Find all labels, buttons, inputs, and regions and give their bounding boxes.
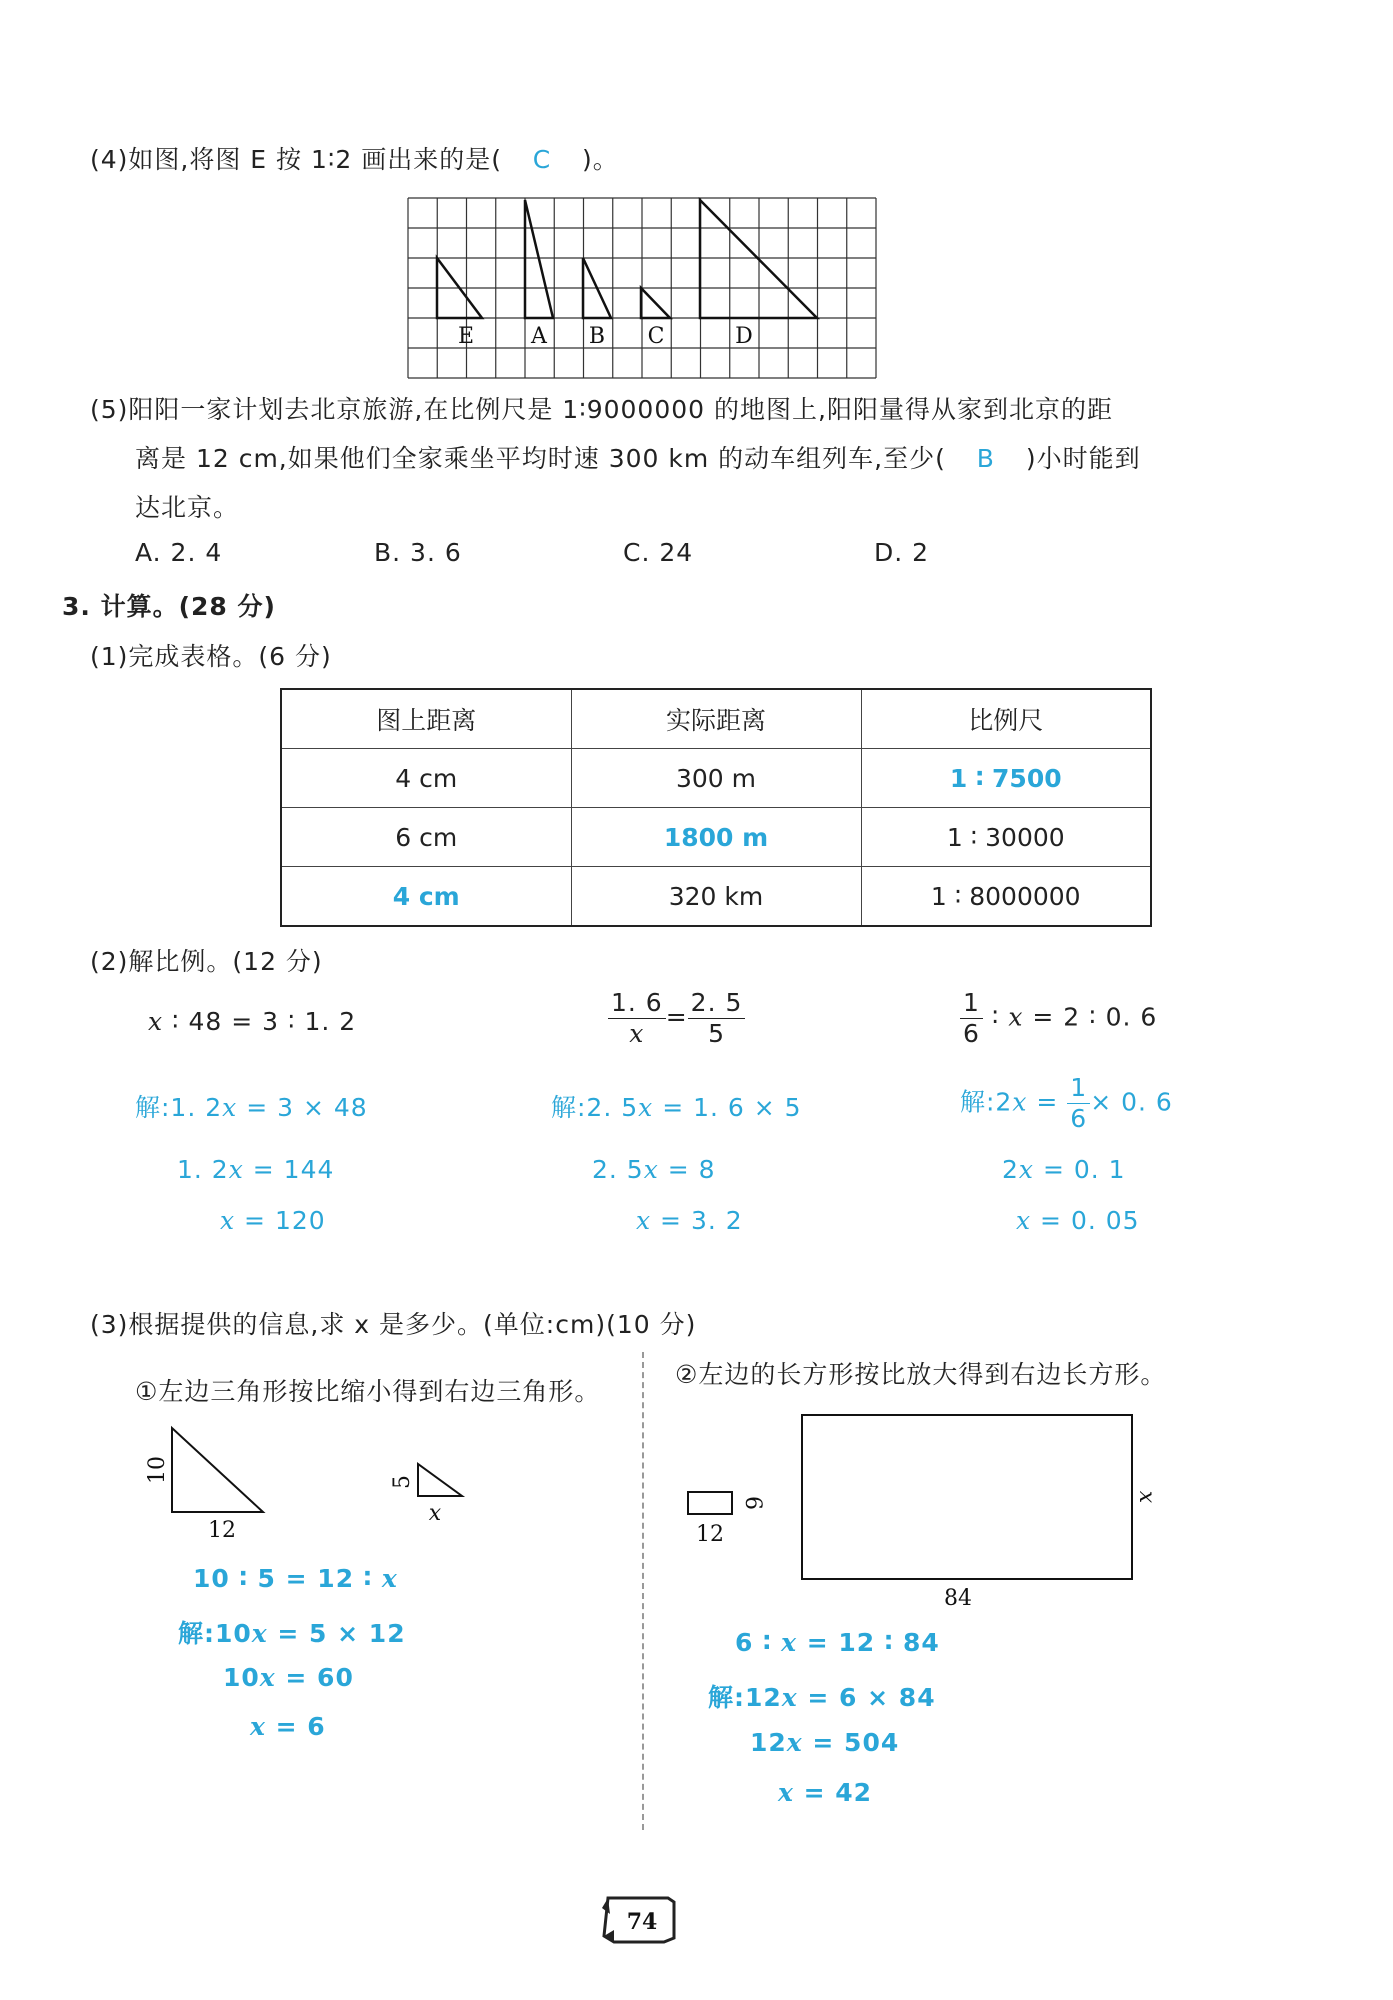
eq1-step3-post: = 120: [235, 1206, 326, 1235]
eq3-step1-post: × 0. 6: [1090, 1087, 1173, 1117]
q4-suffix: )。: [582, 145, 619, 174]
table-cell: 300 m: [571, 749, 861, 808]
table-header: 图上距离: [281, 689, 571, 749]
eq3-step1-mid: =: [1027, 1087, 1068, 1117]
scale-table: [280, 688, 1152, 927]
var-x: x: [781, 1683, 798, 1712]
eq2-den2: 5: [708, 1019, 725, 1048]
sub1-step2-pre: 解:10: [178, 1619, 252, 1648]
eq2-num1: 1. 6: [608, 988, 666, 1019]
eq2-step1: [551, 1088, 802, 1124]
eq3-step2: [1002, 1155, 1126, 1184]
sub2-title: ②左边的长方形按比放大得到右边长方形。: [675, 1360, 1167, 1389]
table-row: [281, 867, 1151, 927]
table-cell: 1 ∶ 8000000: [861, 867, 1151, 927]
q5-line3: 达北京。: [135, 493, 240, 522]
sub2-step3-post: = 504: [802, 1728, 900, 1757]
var-x: x: [381, 1564, 398, 1593]
sub1-step3-pre: 10: [223, 1663, 260, 1692]
q5-line1: (5)阳阳一家计划去北京旅游,在比例尺是 1∶9000000 的地图上,阳阳量得从家到北京的距: [90, 395, 1113, 424]
var-x: x: [643, 1155, 659, 1184]
var-x: x: [251, 1619, 268, 1648]
table-row: [281, 749, 1151, 808]
column-divider: [642, 1352, 644, 1830]
triangle-a: [525, 200, 553, 318]
eq3-step1: [960, 1073, 1173, 1134]
eq3-rest-pre: ∶: [982, 1002, 1009, 1032]
sub2-step2-pre: 解:12: [708, 1683, 782, 1712]
sub2-step1-pre: 6 ∶: [735, 1628, 782, 1657]
var-x: x: [222, 1093, 238, 1122]
big-rectangle: [802, 1415, 1132, 1579]
eq3-num: 1: [960, 988, 983, 1019]
eq2-step2: [592, 1155, 716, 1184]
sub1-step3: [223, 1663, 354, 1692]
var-x: x: [1016, 1206, 1032, 1235]
eq1-step2-pre: 1. 2: [177, 1155, 229, 1184]
sub1-title: ①左边三角形按比缩小得到右边三角形。: [135, 1377, 601, 1406]
equation-3: [960, 988, 1157, 1049]
eq3-step2-pre: 2: [1002, 1155, 1019, 1184]
page-number-badge: [600, 1892, 678, 1946]
table-cell: 6 cm: [281, 808, 571, 867]
var-x: x: [638, 1093, 654, 1122]
equation-2: [608, 988, 745, 1049]
table-cell: 4 cm: [281, 749, 571, 808]
eq3-step2-post: = 0. 1: [1034, 1155, 1126, 1184]
big-width-label: 84: [944, 1586, 972, 1611]
part1-title: (1)完成表格。(6 分): [90, 642, 332, 671]
eq3-step1-pre: 解:2: [960, 1087, 1013, 1117]
big-height-label: x: [1134, 1490, 1159, 1504]
small-height-label: 6: [740, 1496, 765, 1510]
q5-option-c: C. 24: [623, 538, 694, 567]
eq3-step1-den: 6: [1070, 1104, 1088, 1133]
q5-answer: B: [976, 444, 995, 473]
small-width-label: 12: [696, 1522, 724, 1547]
big-triangle: [172, 1428, 263, 1512]
q4-answer: C: [532, 145, 552, 174]
sub1-step4-post: = 6: [265, 1712, 326, 1741]
table-row: [281, 808, 1151, 867]
var-x: x: [148, 1007, 164, 1036]
sub2-rectangles: [684, 1405, 1159, 1611]
var-x: x: [228, 1155, 244, 1184]
small-height-label: 5: [390, 1475, 415, 1489]
var-x: x: [250, 1712, 266, 1741]
var-x: x: [781, 1628, 798, 1657]
sub2-step3-pre: 12: [750, 1728, 787, 1757]
grid-figure: [408, 198, 876, 381]
var-x: x: [786, 1728, 803, 1757]
eq3-step3: [1016, 1206, 1140, 1235]
eq1-step2: [177, 1155, 334, 1184]
grid-label-e: E: [457, 324, 475, 349]
q5-line2: [135, 439, 1141, 475]
var-x: x: [1012, 1087, 1028, 1117]
eq1-rest: ∶ 48 = 3 ∶ 1. 2: [163, 1007, 357, 1036]
sub1-step4: [250, 1712, 326, 1741]
var-x: x: [1008, 1002, 1024, 1032]
eq2-step2-post: = 8: [658, 1155, 716, 1184]
eq2-den1: x: [629, 1019, 645, 1048]
sub1-step2: [178, 1614, 406, 1650]
grid-label-a: A: [531, 324, 547, 349]
big-height-label: 10: [145, 1456, 170, 1484]
small-triangle: [418, 1464, 462, 1496]
small-width-label: x: [428, 1501, 442, 1526]
sub1-step2-post: = 5 × 12: [267, 1619, 406, 1648]
q5-option-a: A. 2. 4: [135, 538, 223, 567]
big-width-label: 12: [208, 1518, 236, 1543]
section3-title: 3. 计算。(28 分): [62, 592, 276, 621]
triangle-c: [641, 288, 670, 318]
table-cell-answer: 1800 m: [571, 808, 861, 867]
table-header-row: [281, 689, 1151, 749]
eq2-step1-post: = 1. 6 × 5: [653, 1093, 802, 1122]
equation-1: [148, 1007, 356, 1036]
var-x: x: [636, 1206, 652, 1235]
var-x: x: [220, 1206, 236, 1235]
q4-line: [90, 140, 619, 176]
eq2-step1-pre: 解:2. 5: [551, 1093, 639, 1122]
eq3-step3-post: = 0. 05: [1031, 1206, 1140, 1235]
grid-label-b: B: [588, 324, 606, 349]
sub1-step1-pre: 10 ∶ 5 = 12 ∶: [193, 1564, 382, 1593]
var-x: x: [259, 1663, 276, 1692]
eq1-step3: [220, 1206, 326, 1235]
sub1-step1: [193, 1564, 398, 1593]
table-cell-answer: 4 cm: [281, 867, 571, 927]
page-number: 74: [626, 1909, 658, 1935]
sub2-step2: [708, 1678, 936, 1714]
table-cell: 320 km: [571, 867, 861, 927]
sub2-step1: [735, 1628, 940, 1657]
grid-label-c: C: [647, 324, 665, 349]
eq2-equals: =: [665, 1002, 688, 1032]
eq1-step1-post: = 3 × 48: [237, 1093, 368, 1122]
var-x: x: [778, 1778, 794, 1807]
eq3-den: 6: [963, 1019, 980, 1048]
eq1-step1-pre: 解:1. 2: [135, 1093, 223, 1122]
sub2-step2-post: = 6 × 84: [797, 1683, 936, 1712]
eq1-step2-post: = 144: [243, 1155, 335, 1184]
eq3-rest-post: = 2 ∶ 0. 6: [1023, 1002, 1158, 1032]
table-cell: 1 ∶ 30000: [861, 808, 1151, 867]
table-cell-answer: 1 ∶ 7500: [861, 749, 1151, 808]
eq3-step1-num: 1: [1067, 1073, 1090, 1104]
part2-title: (2)解比例。(12 分): [90, 947, 323, 976]
eq2-step3: [636, 1206, 743, 1235]
eq1-step1: [135, 1088, 368, 1124]
q5-line2-pre: 离是 12 cm,如果他们全家乘坐平均时速 300 km 的动车组列车,至少(: [135, 444, 946, 473]
q5-line2-post: )小时能到: [1025, 444, 1141, 473]
sub1-step3-post: = 60: [275, 1663, 354, 1692]
eq2-step3-post: = 3. 2: [651, 1206, 743, 1235]
q5-option-b: B. 3. 6: [374, 538, 462, 567]
sub2-step4: [778, 1778, 872, 1807]
sub2-step3: [750, 1728, 899, 1757]
small-rectangle: [688, 1492, 732, 1514]
eq2-num2: 2. 5: [688, 988, 746, 1019]
q4-prefix: (4)如图,将图 E 按 1∶2 画出来的是(: [90, 145, 503, 174]
sub2-step1-post: = 12 ∶ 84: [797, 1628, 940, 1657]
table-header: 实际距离: [571, 689, 861, 749]
grid-label-d: D: [735, 324, 753, 349]
eq2-step2-pre: 2. 5: [592, 1155, 644, 1184]
sub2-step4-post: = 42: [793, 1778, 873, 1807]
sub1-triangles: [138, 1420, 478, 1544]
var-x: x: [1018, 1155, 1035, 1184]
table-header: 比例尺: [861, 689, 1151, 749]
part3-title: (3)根据提供的信息,求 x 是多少。(单位:cm)(10 分): [90, 1310, 697, 1339]
q5-option-d: D. 2: [874, 538, 930, 567]
